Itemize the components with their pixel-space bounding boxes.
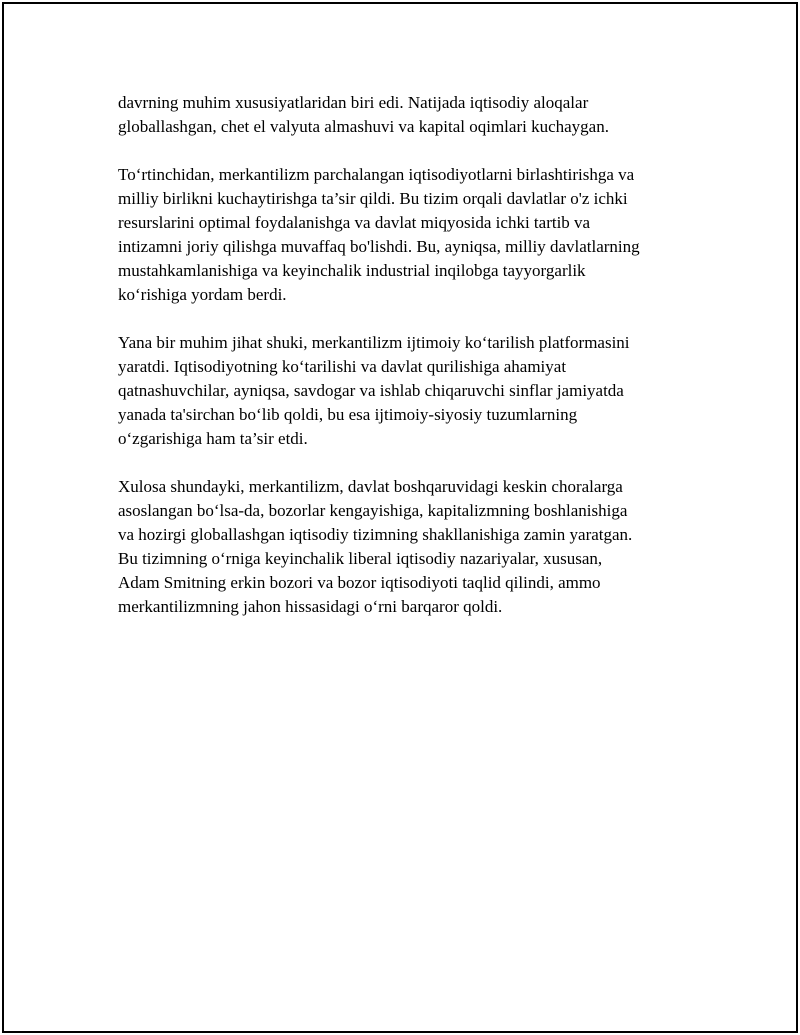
text-line: Yana bir muhim jihat shuki, merkantilizm ijtimoiy ko‘tarilish platformasini xyxy=(118,333,630,352)
text-line: Xulosa shundayki, merkantilizm, davlat boshqaruvidagi keskin choralarga xyxy=(118,477,623,496)
text-line: yaratdi. Iqtisodiyotning ko‘tarilishi va davlat qurilishiga ahamiyat xyxy=(118,357,567,376)
text-line: o‘zgarishiga ham ta’sir etdi. xyxy=(118,429,308,448)
text-line: mustahkamlanishiga va keyinchalik industrial inqilobga tayyorgarlik xyxy=(118,261,586,280)
paragraph-2 xyxy=(118,163,718,307)
text-line: globallashgan, chet el valyuta almashuvi va kapital oqimlari kuchaygan. xyxy=(118,117,609,136)
text-line: yanada ta'sirchan bo‘lib qoldi, bu esa ijtimoiy-siyosiy tuzumlarning xyxy=(118,405,578,424)
text-line: davrning muhim xususiyatlaridan biri edi. Natijada iqtisodiy aloqalar xyxy=(118,93,589,112)
paragraph-4 xyxy=(118,475,718,619)
text-line: qatnashuvchilar, ayniqsa, savdogar va ishlab chiqaruvchi sinflar jamiyatda xyxy=(118,381,624,400)
text-line: Adam Smitning erkin bozori va bozor iqtisodiyoti taqlid qilindi, ammo xyxy=(118,573,601,592)
paragraph-3 xyxy=(118,331,718,451)
text-line: intizamni joriy qilishga muvaffaq bo'lishdi. Bu, ayniqsa, milliy davlatlarning xyxy=(118,237,640,256)
paragraph-1 xyxy=(118,91,718,139)
text-line: resurslarini optimal foydalanishga va davlat miqyosida ichki tartib va xyxy=(118,213,591,232)
text-line: ko‘rishiga yordam berdi. xyxy=(118,285,287,304)
text-line: milliy birlikni kuchaytirishga ta’sir qildi. Bu tizim orqali davlatlar o'z ichki xyxy=(118,189,628,208)
text-line: merkantilizmning jahon hissasidagi o‘rni barqaror qoldi. xyxy=(118,597,503,616)
document-body xyxy=(118,91,718,643)
text-line: Bu tizimning o‘rniga keyinchalik liberal iqtisodiy nazariyalar, xususan, xyxy=(118,549,603,568)
text-line: va hozirgi globallashgan iqtisodiy tizimning shakllanishiga zamin yaratgan. xyxy=(118,525,633,544)
text-line: To‘rtinchidan, merkantilizm parchalangan iqtisodiyotlarni birlashtirishga va xyxy=(118,165,635,184)
text-line: asoslangan bo‘lsa-da, bozorlar kengayishiga, kapitalizmning boshlanishiga xyxy=(118,501,628,520)
